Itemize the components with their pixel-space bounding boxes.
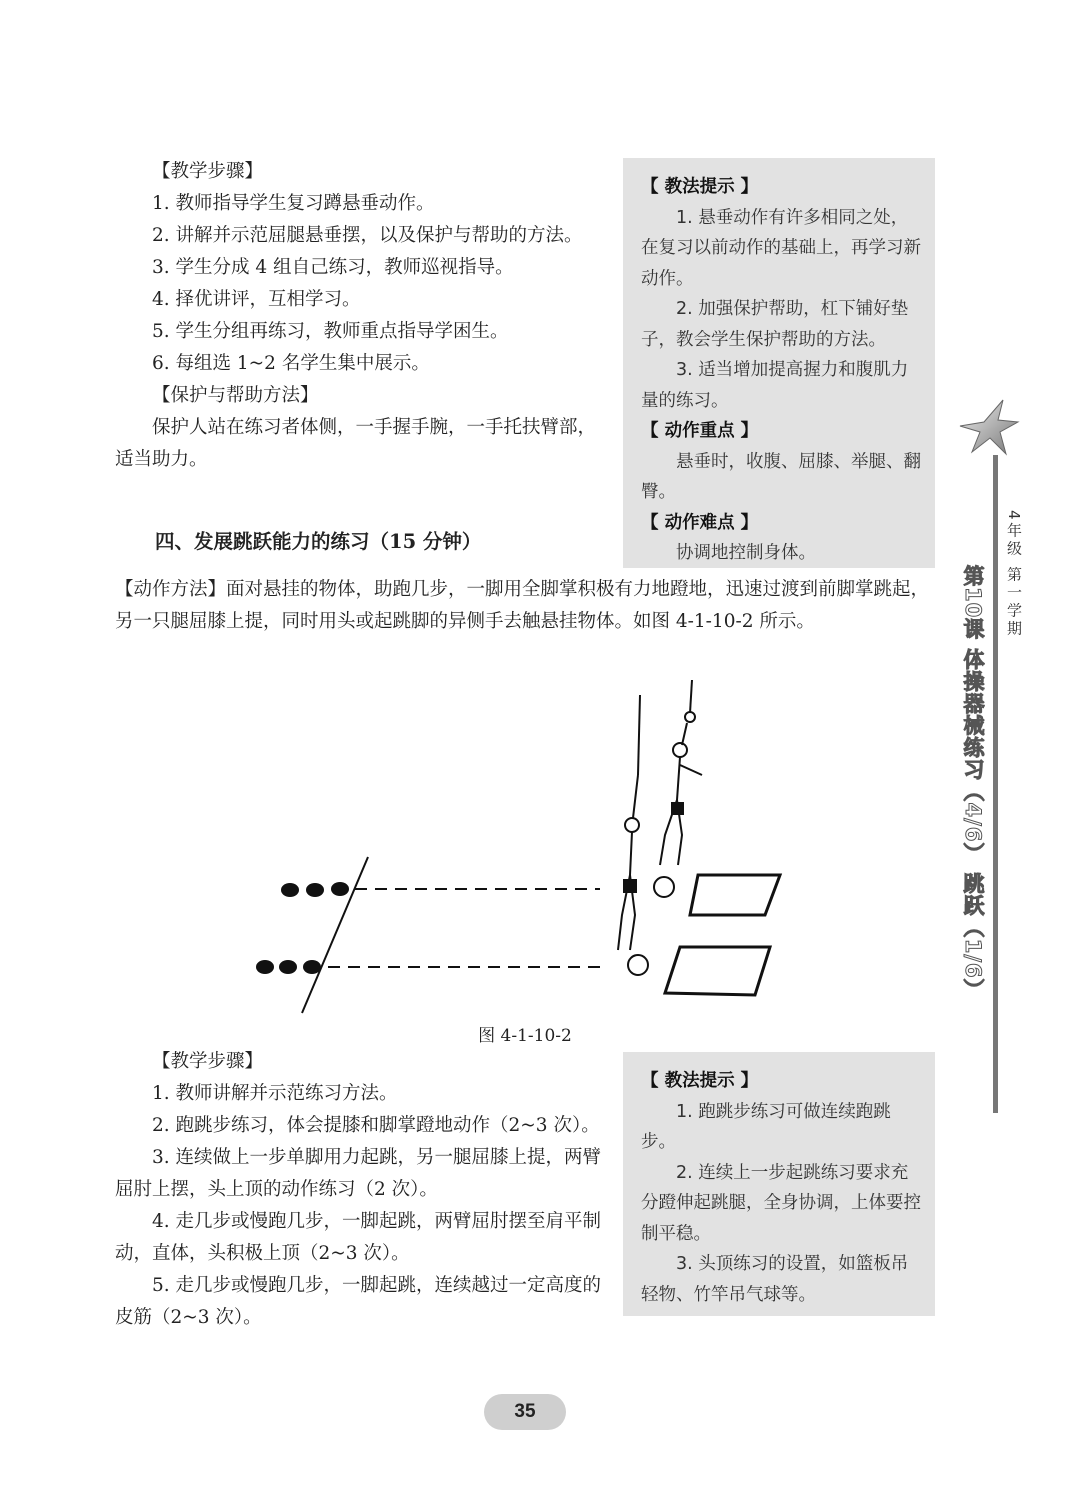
hanging-rope <box>638 695 640 775</box>
tip-title: 【 教法提示 】 <box>641 1071 759 1091</box>
start-line <box>302 857 368 1013</box>
tip-box-2 <box>623 1052 935 1316</box>
tip-item: 3. 头顶练习的设置，如篮板吊轻物、竹竿吊气球等。 <box>641 1254 909 1305</box>
step: 2. 跑跳步练习，体会提膝和脚掌蹬地动作（2~3 次）。 <box>152 1115 600 1136</box>
page-number: 35 <box>484 1394 566 1430</box>
step: 4. 走几步或慢跑几步，一脚起跳，两臂屈肘摆至肩平制动，直体，头积极上顶（2~3 次）。 <box>115 1211 602 1264</box>
steps-title: 【教学步骤】 <box>152 1051 264 1072</box>
key-title: 【 动作重点 】 <box>641 421 759 441</box>
lesson-title-vertical: 第10课 体操器械练习（4/6） 跳跃（1/6） <box>961 565 985 1001</box>
mat <box>665 947 770 995</box>
difficulty-text: 协调地控制身体。 <box>676 543 816 563</box>
step: 1. 教师指导学生复习蹲悬垂动作。 <box>152 193 435 214</box>
group-top-players <box>281 882 349 897</box>
step: 5. 走几步或慢跑几步，一脚起跳，连续越过一定高度的皮筋（2~3 次）。 <box>115 1275 602 1328</box>
tip-item: 2. 连续上一步起跳练习要求充分蹬伸起跳腿，全身协调，上体要控制平稳。 <box>641 1162 921 1244</box>
tip-item: 1. 跑跳步练习可做连续跑跳步。 <box>641 1101 891 1152</box>
group-bottom-players <box>256 960 321 974</box>
hanging-rope <box>690 680 692 713</box>
figure-jump-drill <box>240 675 800 1020</box>
tip-box-1 <box>623 158 935 568</box>
lower-steps <box>115 1046 603 1334</box>
key-text: 悬垂时，收腹、屈膝、举腿、翻臀。 <box>641 451 921 502</box>
mat <box>690 875 780 915</box>
method-text: 【动作方法】面对悬挂的物体，助跑几步，一脚用全脚掌积极有力地蹬地，迅速过渡到前脚掌跳起，另一只腿屈膝上提，同时用头或起跳脚的异侧手去触悬挂物体。如图 4-1-10-2 所示。 <box>115 579 930 632</box>
protect-title: 【保护与帮助方法】 <box>152 385 319 406</box>
figure-caption: 图 4-1-10-2 <box>478 1026 572 1046</box>
step: 3. 连续做上一步单脚用力起跳，另一腿屈膝上提，两臂屈肘上摆，头上顶的动作练习（2 次）。 <box>115 1147 602 1200</box>
grade-term-vertical: 4年级 第一学期 <box>1005 510 1023 639</box>
steps-title: 【教学步骤】 <box>152 161 264 182</box>
side-bar <box>993 455 998 1113</box>
tip-item: 3. 适当增加提高握力和腹肌力量的练习。 <box>641 360 909 411</box>
step: 5. 学生分组再练习，教师重点指导学困生。 <box>152 321 509 342</box>
step: 4. 择优讲评，互相学习。 <box>152 289 361 310</box>
tip-title: 【 教法提示 】 <box>641 177 759 197</box>
upper-steps <box>115 156 603 476</box>
star-icon <box>958 398 1020 458</box>
step: 2. 讲解并示范屈腿悬垂摆，以及保护与帮助的方法。 <box>152 225 583 246</box>
takeoff-mark <box>654 877 674 897</box>
tip-item: 2. 加强保护帮助，杠下铺好垫子，教会学生保护帮助的方法。 <box>641 299 909 350</box>
tip-item: 1. 悬垂动作有许多相同之处，在复习以前动作的基础上，再学习新动作。 <box>641 207 921 289</box>
step: 1. 教师讲解并示范练习方法。 <box>152 1083 398 1104</box>
protect-text: 保护人站在练习者体侧，一手握手腕，一手托扶臂部，适当助力。 <box>115 417 597 470</box>
step: 3. 学生分成 4 组自己练习，教师巡视指导。 <box>152 257 514 278</box>
takeoff-mark <box>628 955 648 975</box>
difficulty-title: 【 动作难点 】 <box>641 512 759 533</box>
section-heading: 四、发展跳跃能力的练习（15 分钟） <box>155 530 482 553</box>
step: 6. 每组选 1~2 名学生集中展示。 <box>152 353 430 374</box>
